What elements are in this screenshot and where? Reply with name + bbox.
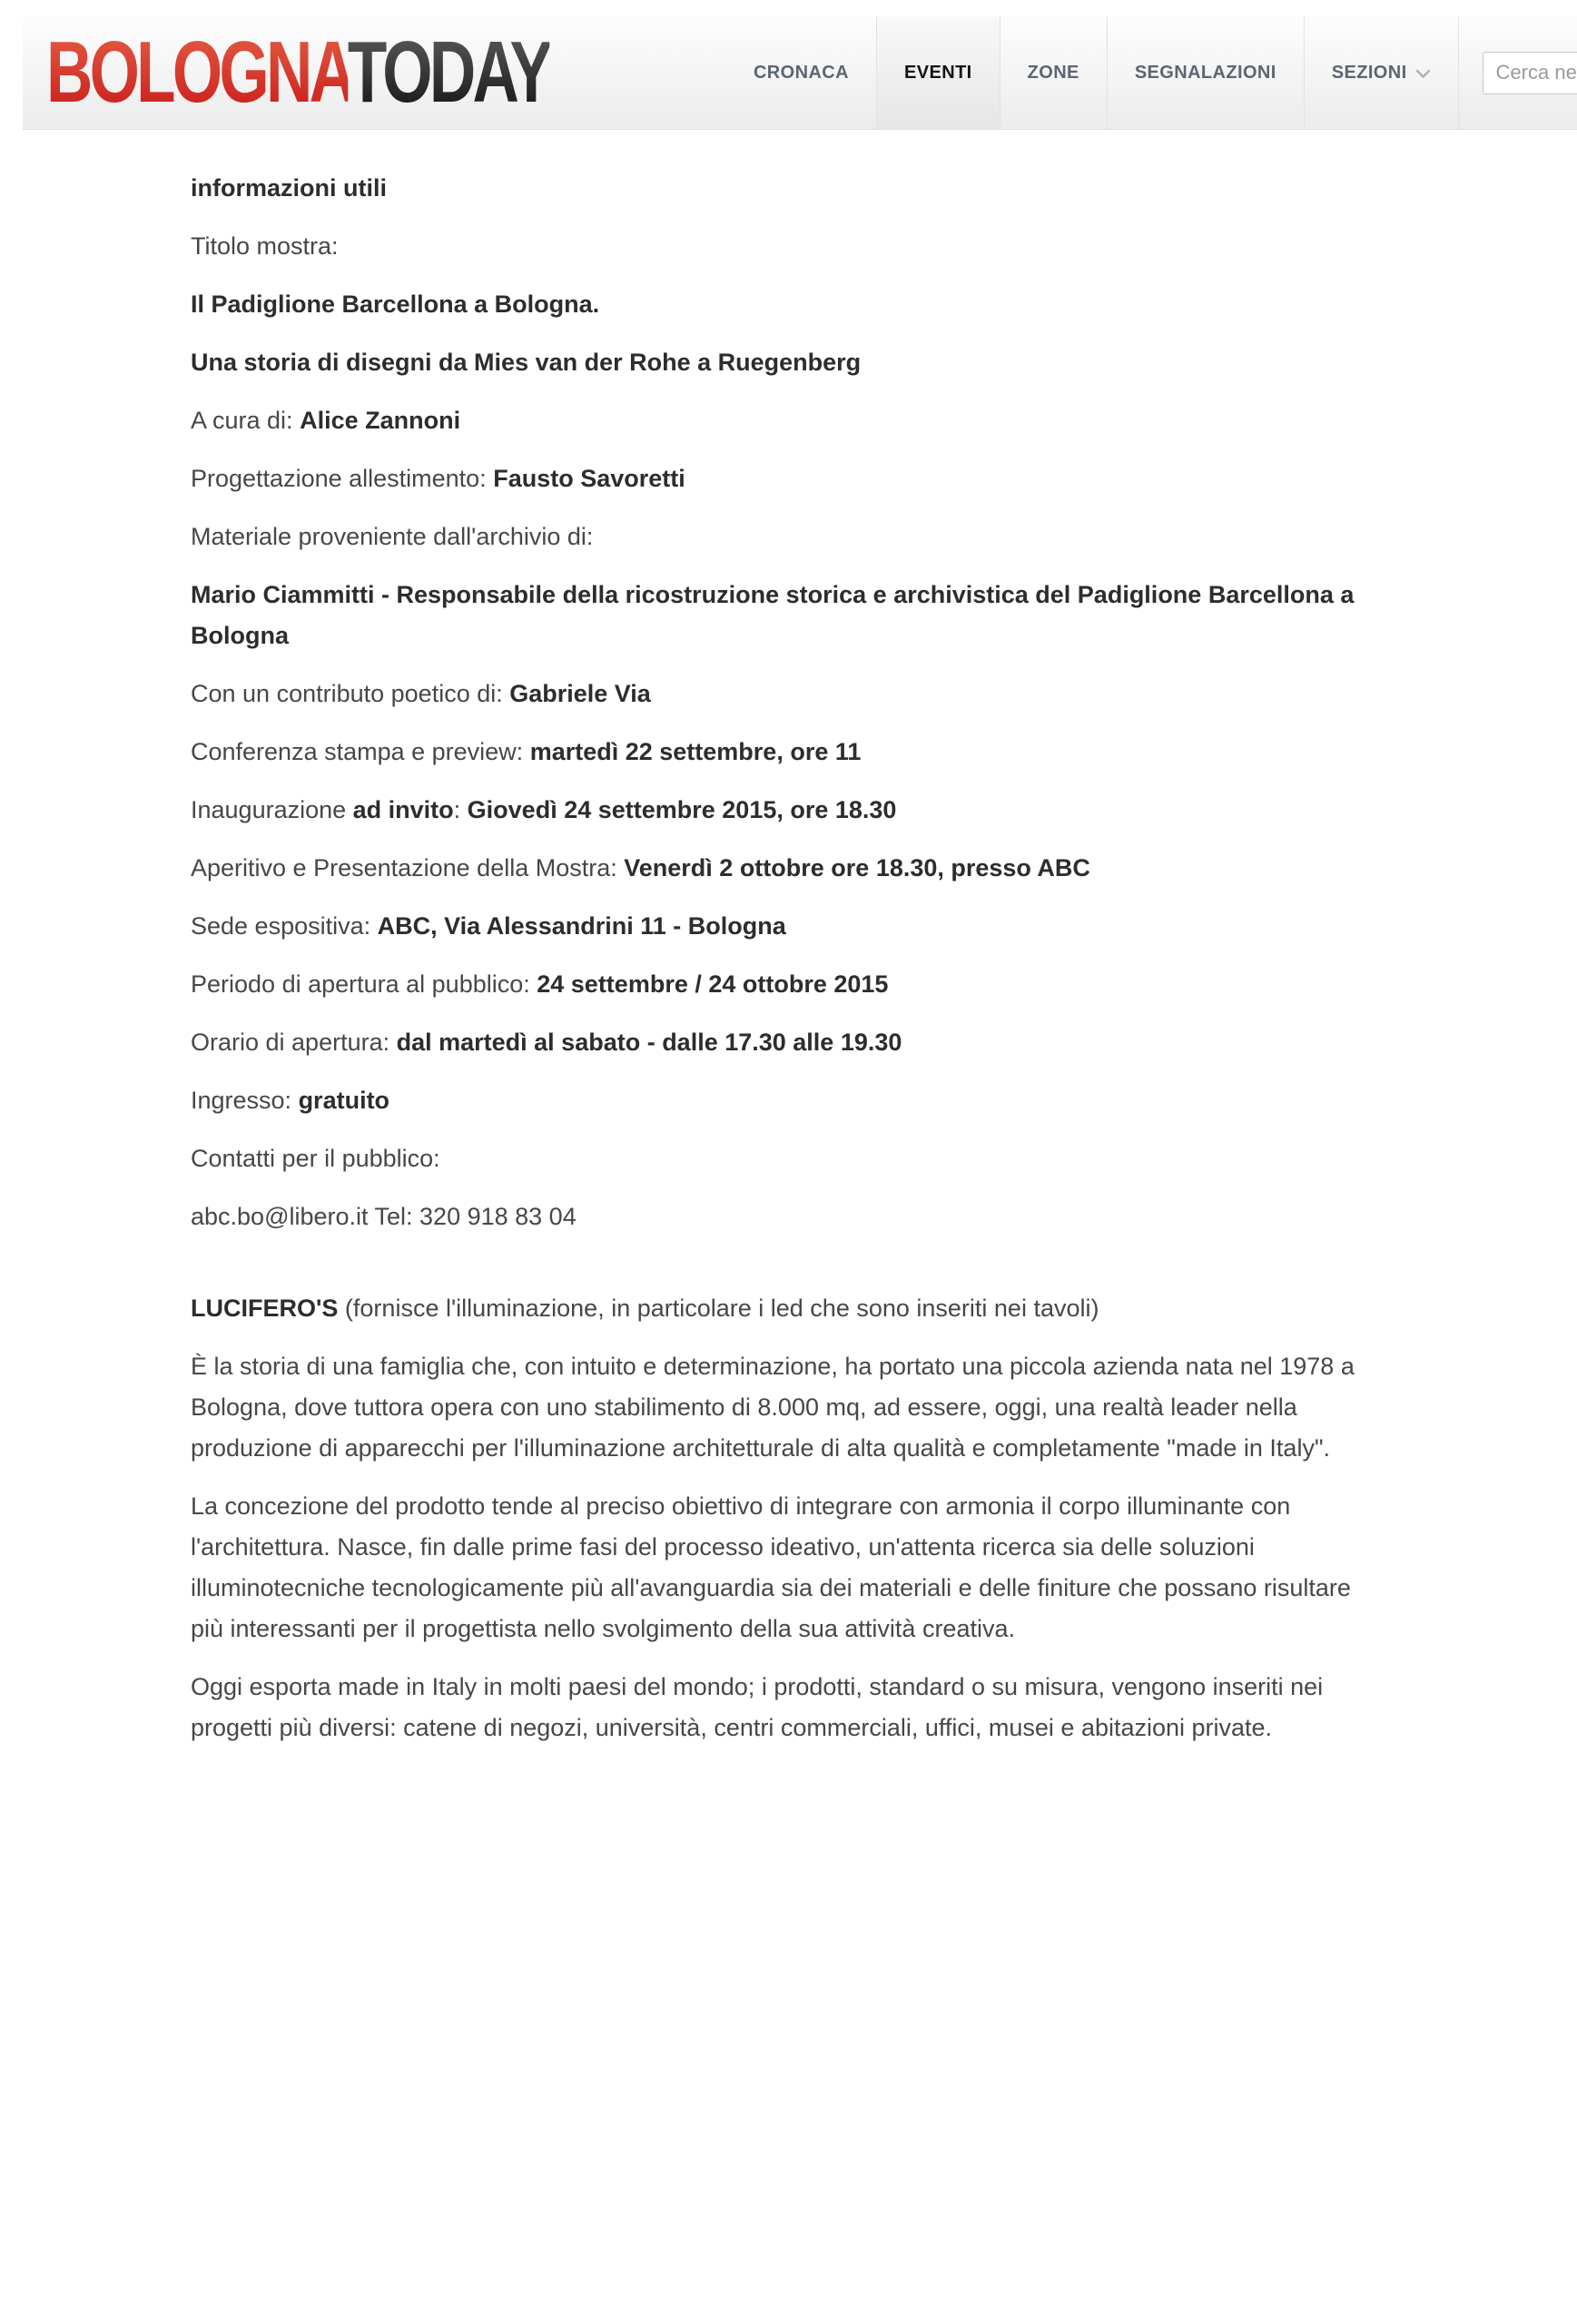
paragraph-text-run: : [453, 796, 468, 823]
paragraph [191, 906, 1366, 947]
paragraph-text-run: Oggi esporta made in Italy in molti paesi del mondo; i prodotti, standard o su misura, vengono inseriti nei progetti più diversi: catene di negozi, università, centri commerciali, uffici, musei e abitazioni private. [191, 1673, 1324, 1741]
paragraph-bold-run: Gabriele Via [509, 680, 651, 707]
paragraph-text-run: abc.bo@libero.it Tel: 320 918 83 04 [191, 1203, 577, 1230]
nav-item-sezioni[interactable] [1304, 16, 1459, 129]
logo-today-text: TODAY [347, 24, 550, 121]
paragraph-text-run: Materiale proveniente dall'archivio di: [191, 523, 594, 550]
paragraph [191, 1486, 1366, 1649]
nav-item-cronaca[interactable] [726, 16, 876, 129]
paragraph-bold-run: Venerdì 2 ottobre ore 18.30, presso ABC [624, 854, 1090, 881]
paragraph-bold-run: ABC, Via Alessandrini 11 - Bologna [377, 912, 786, 940]
paragraph-text-run: Contatti per il pubblico: [191, 1145, 440, 1172]
paragraph [191, 458, 1366, 499]
paragraph-text-run: È la storia di una famiglia che, con intuito e determinazione, ha portato una piccola azienda nata nel 1978 a Bologna, dove tuttora opera con uno stabilimento di 8.000 mq, ad essere, oggi, una realtà leader nella produzione di apparecchi per l'illuminazione architetturale di alta qualità e completamente "made in Italy". [191, 1353, 1355, 1462]
paragraph [191, 1138, 1366, 1179]
article-body [0, 130, 1366, 1748]
paragraph-text-run: A cura di: [191, 407, 301, 434]
nav-item-label: SEGNALAZIONI [1134, 62, 1276, 83]
paragraph [191, 732, 1366, 773]
paragraph-bold-run: informazioni utili [191, 174, 387, 202]
paragraph-text-run: Periodo di apertura al pubblico: [191, 970, 537, 998]
paragraph-bold-run: Il Padiglione Barcellona a Bologna. [191, 290, 600, 318]
paragraph [191, 674, 1366, 714]
nav-item-segnalazioni[interactable] [1107, 16, 1304, 129]
paragraph [191, 1022, 1366, 1063]
paragraph [191, 1196, 1366, 1237]
paragraph [191, 400, 1366, 441]
paragraph [191, 342, 1366, 383]
nav-item-label: SEZIONI [1331, 62, 1407, 83]
paragraph-text-run: Orario di apertura: [191, 1029, 397, 1056]
paragraph-bold-run: Una storia di disegni da Mies van der Rohe a Ruegenberg [191, 349, 862, 376]
paragraph [191, 1346, 1366, 1469]
paragraph-text-run: Sede espositiva: [191, 912, 378, 940]
chevron-down-icon [1415, 64, 1431, 84]
paragraph-bold-run: gratuito [298, 1087, 390, 1114]
paragraph-bold-run: Fausto Savoretti [493, 465, 685, 492]
paragraph [191, 517, 1366, 557]
logo-text [46, 24, 550, 121]
paragraph-text-run: Ingresso: [191, 1087, 299, 1114]
logo-bologna-text: BOLOGNA [46, 24, 348, 121]
paragraph-bold-run: 24 settembre / 24 ottobre 2015 [537, 970, 889, 998]
nav-item-zone[interactable] [1000, 16, 1107, 129]
nav-item-label: ZONE [1027, 62, 1079, 83]
paragraph [191, 1080, 1366, 1121]
paragraph-text-run: (fornisce l'illuminazione, in particolare i led che sono inseriti nei tavoli) [338, 1295, 1099, 1322]
nav-item-label: CRONACA [753, 62, 849, 83]
paragraph-bold-run: LUCIFERO'S [191, 1295, 339, 1322]
site-search-input[interactable] [1483, 52, 1577, 94]
nav-item-eventi[interactable] [876, 16, 1000, 129]
paragraph-bold-run: ad invito [352, 796, 454, 823]
paragraph [191, 964, 1366, 1005]
paragraph-text-run: Inaugurazione [191, 796, 353, 823]
paragraph [191, 575, 1366, 656]
page-header [23, 16, 1577, 130]
paragraph-text-run: Titolo mostra: [191, 232, 339, 260]
paragraph [191, 1288, 1366, 1329]
paragraph [191, 790, 1366, 831]
main-nav [726, 16, 1459, 129]
paragraph-bold-run: dal martedì al sabato - dalle 17.30 alle 19.30 [396, 1029, 902, 1056]
paragraph-bold-run: Alice Zannoni [300, 407, 461, 434]
paragraph [191, 848, 1366, 889]
paragraph [191, 284, 1366, 325]
search-area [1459, 16, 1577, 129]
logo-link[interactable] [23, 16, 726, 129]
paragraph-text-run: Conferenza stampa e preview: [191, 738, 530, 765]
paragraph-bold-run: Mario Ciammitti - Responsabile della ricostruzione storica e archivistica del Padiglione Barcellona a Bologna [191, 581, 1355, 649]
paragraph-text-run: Progettazione allestimento: [191, 465, 494, 492]
nav-item-label: EVENTI [904, 62, 972, 83]
paragraph [191, 226, 1366, 267]
paragraph-bold-run: Giovedì 24 settembre 2015, ore 18.30 [467, 796, 897, 823]
paragraph [191, 168, 1366, 209]
paragraph-text-run: Con un contributo poetico di: [191, 680, 510, 707]
paragraph-bold-run: martedì 22 settembre, ore 11 [529, 738, 862, 765]
paragraph [191, 1667, 1366, 1748]
paragraph-text-run: Aperitivo e Presentazione della Mostra: [191, 854, 625, 881]
paragraph-text-run: La concezione del prodotto tende al preciso obiettivo di integrare con armonia il corpo illuminante con l'architettura. Nasce, fin dalle prime fasi del processo ideativo, un'attenta ricerca sia delle soluzioni illuminotecniche tecnologicamente più all'avanguardia sia dei materiali e delle finiture che possano risultare più interessanti per il progettista nello svolgimento della sua attività creativa. [191, 1492, 1351, 1642]
